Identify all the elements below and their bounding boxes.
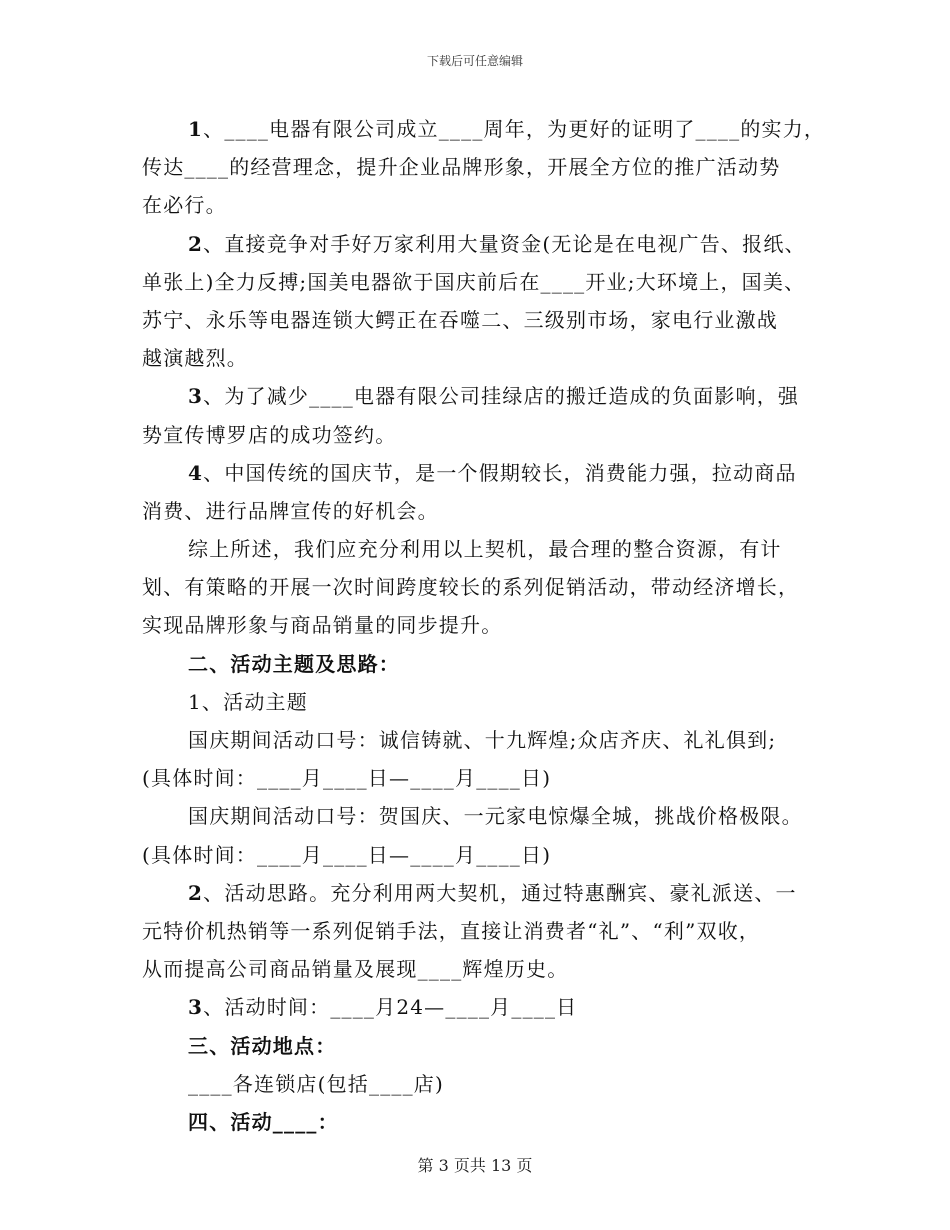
paragraph-line: 在必行。 [142,193,227,218]
paragraph-line: 国庆期间活动口号：诚信铸就、十九辉煌;众店齐庆、礼礼俱到; [188,728,777,752]
paragraph-line [142,110,826,148]
section-heading: 二、活动主题及思路： [188,651,400,676]
paragraph-line: 苏宁、永乐等电器连锁大鳄正在吞噬二、三级别市场，家电行业激战 [142,307,778,332]
paragraph-line: 国庆期间活动口号：贺国庆、一元家电惊爆全城，挑战价格极限。 [188,804,803,829]
paragraph-line: 元特价机热销等一系列促销手法，直接让消费者“礼”、“利”双收， [142,918,761,943]
paragraph-line: ____各连锁店(包括____店) [188,1071,445,1096]
paragraph-line [142,874,822,912]
paragraph-line: 划、有策略的开展一次时间跨度较长的系列促销活动，带动经济增长， [142,575,800,600]
document-body [142,110,826,1141]
page-number-footer: 第 3 页共 13 页 [417,1156,533,1175]
section-heading: 四、活动____： [188,1109,339,1134]
paragraph-line [142,988,822,1026]
section-heading: 三、活动地点： [188,1033,337,1058]
paragraph-line [142,225,822,263]
line-text: 、为了减少____电器有限公司挂绿店的搬迁造成的负面影响，强 [203,384,800,409]
paragraph-line: (具体时间：____月____日—____月____日) [142,766,552,791]
paragraph-line: 消费、进行品牌宣传的好机会。 [142,498,439,523]
paragraph-line: 传达____的经营理念，提升企业品牌形象，开展全方位的推广活动势 [142,155,781,180]
paragraph-line [142,377,822,415]
line-text: 、直接竞争对手好万家利用大量资金(无论是在电视广告、报纸、 [203,231,806,256]
paragraph-line [142,454,822,492]
paragraph-line: 越演越烈。 [142,346,248,371]
line-text: 、中国传统的国庆节，是一个假期较长，消费能力强，拉动商品 [203,460,797,485]
paragraph-line: 综上所述，我们应充分利用以上契机，最合理的整合资源，有计 [188,537,782,562]
line-text: 、____电器有限公司成立____周年，为更好的证明了____的实力， [203,117,826,141]
page-header-note: 下载后可任意编辑 [426,54,523,68]
paragraph-line: 势宣传博罗店的成功签约。 [142,422,397,447]
paragraph-line: 单张上)全力反搏;国美电器欲于国庆前后在____开业;大环境上，国美、 [142,269,806,294]
list-number: 2 [188,231,204,256]
list-number: 2 [188,880,204,905]
list-number: 3 [188,384,204,409]
line-text: 、活动时间：____月24—____月____日 [203,995,578,1020]
subsection-heading: 1、活动主题 [188,689,308,714]
list-number: 3 [188,995,204,1020]
paragraph-line: 实现品牌形象与商品销量的同步提升。 [142,613,503,638]
list-number: 4 [188,460,204,485]
line-text: 、活动思路。充分利用两大契机，通过特惠酬宾、豪礼派送、一 [203,880,797,905]
list-number: 1 [188,117,204,141]
paragraph-line: 从而提高公司商品销量及展现____辉煌历史。 [142,957,569,982]
paragraph-line: (具体时间：____月____日—____月____日) [142,842,552,867]
